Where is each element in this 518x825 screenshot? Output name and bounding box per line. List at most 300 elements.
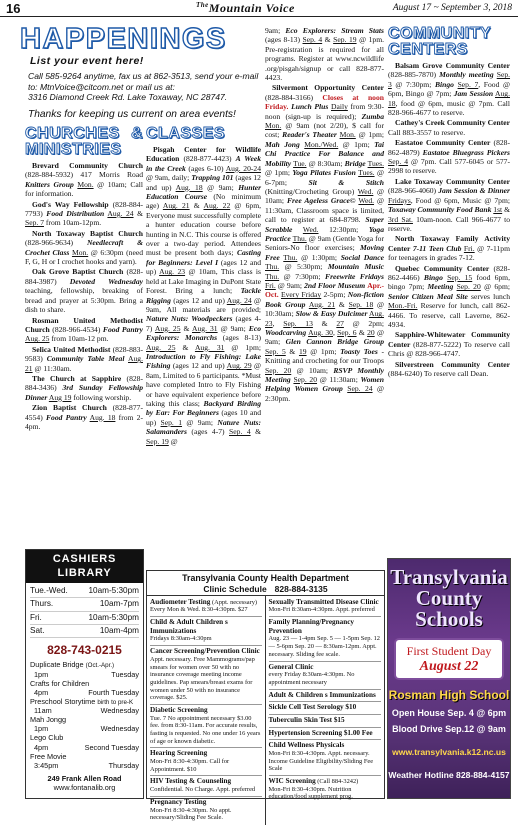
event-name: Senior Citizen Meal Site	[388, 291, 468, 301]
text: 2-5pm;	[321, 290, 348, 300]
program-note: birth to pre-K	[97, 698, 134, 706]
date: Aug. 20-24	[225, 163, 261, 173]
masthead	[196, 1, 295, 16]
program-day: Second Tuesday	[84, 742, 139, 752]
date: Thu.	[292, 233, 307, 243]
clinic-name: Sexually Transmitted Disease Clinic	[268, 597, 379, 606]
health-left-column	[147, 596, 266, 825]
clinic-item	[269, 740, 382, 776]
program-name: Lego Club	[30, 733, 64, 743]
issue-date: August 17 ~ September 3, 2018	[392, 3, 512, 13]
date: Sep. 13	[283, 318, 313, 328]
schools-title-line-2: County Schools	[415, 586, 483, 631]
date: Sep. 1	[160, 417, 183, 427]
clinic-detail: Appt. necessary. Free Mammograms/pap smears for women over 50 with no insurance coverage meeting income guidelines. Pap smears/breast exams for women under 50 with no insurance coverage. $25.	[150, 655, 255, 702]
date: Sep. 4	[229, 427, 251, 437]
community-title: COMMUNITY CENTERS	[388, 25, 492, 58]
date: Every Friday	[281, 290, 322, 300]
text: serves lunch	[467, 291, 510, 301]
clinic-heading	[269, 729, 382, 738]
text: @ 6pm, Everyone must successfully complete a hunter education course before hunting in N.C. This course is offered over a two-day period. Attendees must be present both days;	[146, 201, 262, 258]
submit-line-2: 3316 Diamond Creek Rd. Lake Toxaway, NC 28747.	[28, 92, 228, 103]
text: @ 8:30am;	[306, 158, 345, 168]
clinic-heading	[150, 647, 262, 656]
date: Aug 19	[48, 392, 72, 402]
program-time: 4pm	[34, 742, 49, 752]
event-name: Food Pantry	[45, 412, 87, 422]
program-name: Duplicate Bridge	[30, 659, 84, 669]
clinic-detail: Aug. 23 — 1-4pm Sep. 5 — 1-5pm Sep. 12 — 5-6pm Sep. 20 — 8:30am-12pm. Appt. necessary. Sliding fee scale.	[268, 635, 380, 658]
clinic-item	[150, 797, 262, 824]
date: Wed.	[302, 224, 319, 234]
date: Wed.	[357, 186, 374, 196]
community-entry	[388, 177, 510, 233]
program-day: Fourth Tuesday	[88, 687, 139, 697]
clinic-detail: Mon-Fri 8:30-4:30pm. Appt. necessary. Income Guideline Eligibility/Sliding Fee Scale	[268, 750, 374, 773]
event-name: Bridge	[344, 158, 366, 168]
church-details: (828-966-9634)	[25, 238, 87, 248]
address-line: 249 Frank Allen Road	[47, 773, 122, 783]
date: Mon./Wed.	[304, 139, 339, 149]
venue-name: Pisgah Center for Wildlife Education	[146, 145, 261, 164]
churches-title: CHURCHES & MINISTRIES	[25, 125, 143, 158]
clinic-item	[269, 617, 382, 661]
center-name: North Toxaway Family Activity Center	[388, 234, 510, 253]
clinic-detail: Mon-Fri 8:30-4:30pm. Call for Appointment. $10	[150, 758, 230, 773]
blood-drive: Blood Drive Sep.12 @ 9am	[392, 723, 506, 734]
event-name: Social Dance	[340, 252, 384, 262]
date: Mon.-Fri.	[388, 301, 418, 311]
clinic-item	[150, 597, 262, 617]
clinic-name: Child Wellness Physicals	[268, 741, 345, 750]
hours-time: 10am-5:30pm	[88, 612, 139, 622]
text: @ 2pm;	[343, 318, 385, 328]
event-name: Reader's Theater	[282, 130, 337, 140]
date: Sep. 18	[348, 299, 374, 309]
program-title	[30, 733, 139, 742]
text: @ 9am (Gentle Yoga for Seniors-No floor exercises;	[265, 233, 384, 253]
silvermont-paragraph: Silvermont Opportunity Center (828-884-3166) Closes at noon Friday. Lunch Plus Daily from 9:30-noon (sign-up is required); Zumba Mon. @ 9am (not 2/20), $ call for cost; Reader's Theater Mon. @ 1pm; Mah Jong Mon./Wed. @ 1pm; Tai Chi Practice For Balance and Mobility Tue. @ 8:30am; Bridge Tues. @ 1pm; Yoga Pilates Fusion Tues. @ 6-7pm; Sit & Stitch (Knitting/Crocheting Group) Wed. @ 10am; Free Ageless Grace© Wed. @ 11:30am, Classroom space is limited, call to register at 684-8798. Super Scrabble Wed. 12:30pm; Yoga Practice Thu. @ 9am (Gentle Yoga for Seniors-No floor exercises; Moving Free Thu. @ 1:30pm; Social Dance Thu. @ 5:30pm; Mountain Music Thu. @ 7:30pm; Freewrite Fridays Fri. @ 9am; 2nd Floor Museum Apr.-Oct. Every Friday 2-5pm; Non-fiction Book Group Aug. 21 & Sep. 18 @ 10:30am; Slow & Easy Dulcimer Aug. 23, Sep. 13 & 27 @ 2pm; Woodcarving Aug. 30, Sep. 6 & 20 @ 9am; Glen Cannon Bridge Group Sep. 5 & 19 @ 1pm; Toasty Toes - Knitting and crocheting for our Troops Sep. 20 @ 10am; RSVP Monthly Meeting Sep. 20 @ 11:30am; Women Helping Women Group Sep. 24 @ 2:30pm.	[265, 83, 385, 403]
date: 3rd Sat.	[388, 214, 413, 224]
text: @ 7pm. Call 577-6045 or 577-2998 to reserve.	[388, 157, 510, 176]
date: Mon.	[71, 247, 89, 257]
church-entry: God's Way Fellowship (828-884-7793) Food Distribution Aug. 24 & Sep. 7 from 10am-12pm.	[25, 199, 144, 228]
event-name: Casting for Beginners: Level I	[146, 248, 261, 267]
date: Aug. 23	[265, 309, 385, 328]
clinic-heading	[150, 749, 262, 758]
clinic-detail: Confidential. No Charge. Appt. preferred	[150, 786, 256, 794]
event-name: RSVP Monthly Meeting	[265, 365, 384, 385]
church-entry	[25, 345, 143, 373]
event-name: Freewrite Fridays	[325, 271, 384, 281]
center-name: Cathey's Creek Community Center	[395, 118, 510, 128]
church-entry	[25, 267, 143, 314]
text: @ 11:30am, Classroom space is limited, call to register at 684-8798.	[265, 196, 384, 225]
page-number: 16	[6, 1, 21, 16]
date: Fri.	[265, 280, 276, 290]
clinic-detail: Mon-Fri 8:30-4:30pm. Nutrition education/food supplement prog.	[268, 785, 353, 801]
text: (828-877-4423)	[179, 154, 236, 164]
church-name: Rosman United Methodist Church	[25, 315, 143, 334]
happenings-title: HAPPENINGS	[20, 23, 227, 55]
date: Sep. 3	[388, 70, 511, 89]
date: Aug. 18	[388, 89, 510, 108]
clinic-heading	[269, 618, 382, 635]
text: (ages 12 and up)	[146, 173, 261, 192]
event-name: Community Table Meal	[46, 354, 125, 364]
church-details: @ 6:30pm (need F, G, H or I crochet hooks and yarn).	[25, 247, 144, 267]
date: Aug. 21	[25, 354, 143, 373]
clinic-name: Cancer Screening/Prevention Clinic	[150, 647, 260, 656]
hours-time: 10am-7pm	[99, 599, 139, 609]
date: Wed.	[358, 196, 375, 206]
church-details: (828-884-7793)	[25, 199, 143, 219]
program-day: Thursday	[108, 760, 139, 770]
event-name: Lunch Plus	[291, 102, 329, 112]
event-name: Eco Explorers: Stream Stats	[285, 26, 384, 35]
health-title: Transylvania County Health Department	[182, 573, 349, 583]
text: (828-862-4466)	[388, 263, 510, 282]
church-details: following worship.	[71, 392, 132, 402]
text: @ 1:30pm;	[297, 252, 341, 262]
program-title	[30, 715, 139, 724]
date: Aug. 30	[308, 328, 333, 337]
churches-column	[25, 126, 143, 432]
date: Aug. 23	[159, 267, 186, 277]
church-name: The Church at Sapphire	[32, 373, 122, 383]
text: @ 9am, All materials are provided;	[146, 295, 261, 314]
clinic-item	[150, 748, 262, 776]
date: Mon.	[339, 130, 356, 140]
date: Fri.	[463, 243, 475, 253]
hours-time: 10am-4pm	[99, 625, 139, 635]
date: Daily	[331, 102, 348, 112]
event-name: Jam Session	[453, 89, 494, 99]
event-name: Non-fiction Book Group	[265, 290, 385, 309]
clinic-name: Pregnancy Testing	[150, 797, 207, 806]
date: Sep. 7	[25, 218, 44, 228]
weather-hotline: Weather Hotline 828-884-4157	[388, 769, 510, 780]
clinic-detail: Fridays 8:30am-4:30pm	[150, 635, 212, 643]
thanks-line: Thanks for keeping us current on area events!	[28, 109, 236, 120]
date: Aug. 24	[226, 295, 252, 305]
text: @ 9am;	[217, 323, 249, 333]
date: Thu.	[265, 262, 280, 272]
clinic-item	[269, 662, 382, 690]
program-day: Wednesday	[100, 706, 139, 716]
text: (828-884-3166)	[265, 92, 323, 102]
program-time: 4pm	[34, 687, 49, 697]
hours-row	[30, 585, 139, 598]
community-entry	[388, 330, 510, 358]
program-schedule	[30, 670, 139, 679]
text: @ 7-11pm for teenagers in grades 7-12.	[388, 243, 510, 263]
date: Sep. 20	[265, 365, 292, 375]
event-name: Mah Jong	[265, 139, 300, 149]
classes-title: CLASSES	[146, 125, 226, 142]
schools-title	[388, 567, 510, 630]
text: (ages 12 and up)	[170, 361, 227, 371]
community-entry	[388, 138, 510, 176]
hours-day: Fri.	[30, 612, 42, 622]
text: @ 10:30am;	[265, 299, 384, 319]
library-website: www.fontanalib.org	[53, 782, 116, 792]
center-name: Balsam Grove Community Center	[395, 61, 510, 70]
event-name: 7-11 Teen Club	[412, 243, 462, 253]
text: @ 1pm;	[338, 139, 375, 149]
church-details: @ 11:30am.	[32, 363, 72, 373]
community-entry	[388, 264, 510, 330]
date: Aug. 24	[107, 209, 134, 219]
date: Fridays	[388, 195, 411, 205]
text: &	[189, 201, 204, 211]
date: Tue.	[293, 158, 307, 168]
text: 10am-noon. Call 966-4677 to reserve.	[388, 214, 511, 233]
date: 1st	[493, 205, 503, 215]
text: @ 1pm;	[306, 346, 341, 356]
date: Sep. 5	[265, 346, 286, 356]
text: (ages 10 and up)	[146, 408, 261, 427]
church-details: from 2-4pm.	[25, 412, 143, 431]
community-entry	[388, 360, 510, 379]
schools-website: www.transylvania.k12.nc.us	[392, 747, 506, 758]
date: Sep. 4	[302, 35, 323, 45]
clinic-detail: Every Mon & Wed. 8:30-4:30pm. $27	[150, 606, 248, 614]
text: (828-966-4060)	[388, 186, 439, 196]
clinic-heading	[269, 703, 382, 712]
clinic-item	[150, 646, 262, 705]
date: 19	[298, 346, 307, 356]
classes-list	[146, 145, 261, 446]
date: Aug. 22	[203, 201, 231, 211]
date: Aug. 29	[226, 361, 252, 371]
program-name: Mah Jongg	[30, 715, 67, 725]
text: (ages 8-13)	[217, 333, 261, 343]
text: , Food @ 6pm, Bingo @ 7pm;	[388, 79, 510, 99]
program-time: 11am	[34, 706, 52, 716]
church-details: from 10am-12 pm.	[49, 334, 109, 344]
county-schools-ad	[387, 558, 511, 799]
cashiers-library-ad	[25, 549, 144, 799]
clinic-name: Audiometer Testing	[150, 597, 211, 606]
clinic-name: Child & Adult Children s Immunizations	[150, 618, 228, 635]
community-entry	[388, 234, 510, 262]
date: 27	[336, 318, 344, 328]
event-name: Woodcarving	[265, 328, 307, 337]
event-name: Backyard Birding by Ear: For Beginners	[146, 398, 261, 418]
event-name: Super Scrabble	[265, 215, 384, 234]
date: Thu.	[265, 271, 280, 281]
text: @ 2:30pm.	[265, 384, 384, 403]
first-day-badge	[396, 640, 502, 678]
date: Aug. 25	[146, 342, 176, 352]
venue-name: Silvermont Opportunity Center	[272, 83, 384, 93]
text: @ 11:30am;	[317, 375, 361, 385]
text: @ 1pm;	[224, 342, 261, 352]
text: @ 10am;	[291, 365, 334, 375]
event-name: Mountain Music	[327, 262, 384, 272]
date: Aug. 25	[154, 323, 181, 333]
church-details: (828-966-4534)	[49, 324, 103, 334]
submit-line-1: Call 585-9264 anytime, fax us at 862-3513, send your e-mail to: MtnVoice@citcom.net or mail us at:	[28, 71, 259, 92]
clinic-name: WIC Screening	[268, 777, 316, 786]
text: (ages 4-7)	[186, 427, 230, 437]
schools-title-line-1: Transylvania	[390, 565, 508, 589]
text: @ 7:30pm;	[391, 79, 435, 89]
date: Aug. 18	[89, 412, 116, 422]
event-name: Slow & Easy Dulcimer	[295, 309, 368, 319]
clinic-item	[150, 705, 262, 748]
text: &	[175, 342, 195, 352]
hours-day: Tue.-Wed.	[30, 586, 68, 596]
community-list	[388, 61, 510, 378]
text: 9am;	[265, 26, 286, 35]
date: Sep. 20	[456, 282, 481, 292]
clinic-heading	[150, 798, 262, 807]
event-name: Toxaway Community Food Bank	[388, 205, 492, 215]
submit-info	[28, 71, 263, 103]
center-name: Eastatoe Community Center	[395, 138, 491, 148]
event-name: Monthly meeting	[439, 70, 494, 80]
program-time: 3:45pm	[34, 760, 59, 770]
date: Mon.	[77, 179, 94, 189]
clinic-name: Diabetic Screening	[150, 705, 208, 714]
church-details: (828-884-3987)	[25, 267, 143, 286]
event-name: Yoga Practice	[265, 224, 384, 243]
closed-notice: Closes at noon Friday.	[265, 92, 384, 112]
church-name: Oak Grove Baptist Church	[32, 267, 124, 277]
text: @ 1pm;	[265, 168, 293, 178]
center-name: Quebec Community Center	[395, 263, 490, 273]
event-name: Eastatoe Bluegrass Pickers	[422, 147, 510, 157]
event-name: Sit & Stitch	[308, 177, 385, 187]
event-name: Knitters Group	[25, 179, 74, 189]
hours-day: Thurs.	[30, 599, 54, 609]
text: &	[502, 205, 510, 215]
church-entry	[25, 403, 143, 431]
date: Sep. 7	[457, 79, 479, 89]
text: @ 9am;	[275, 280, 305, 290]
text: Reserve for lunch, call 862-4466. To reserve, call Laverne, 862-4934.	[388, 301, 510, 329]
church-name: Zion Baptist Church	[32, 403, 107, 413]
clinic-heading	[269, 663, 382, 672]
text: food 6pm, bingo 7pm;	[388, 272, 510, 292]
open-house: Open House Sep. 4 @ 6pm	[391, 707, 507, 718]
community-entry	[388, 118, 510, 137]
date: Sep. 15	[447, 272, 473, 282]
clinic-heading	[150, 598, 262, 607]
church-entry	[25, 374, 143, 402]
hours-row	[30, 612, 139, 625]
program-time: 1pm	[34, 669, 49, 679]
church-details: from 10am-12pm.	[43, 218, 102, 228]
clinic-heading	[269, 598, 382, 607]
program-schedule	[30, 743, 139, 752]
clinic-item	[150, 617, 262, 646]
text: (828-862-4879)	[388, 138, 510, 157]
text: @ 7:30pm;	[279, 271, 326, 281]
clinic-heading	[269, 777, 382, 786]
program-name: Crafts for Children	[30, 678, 90, 688]
event-name: Food Pantry	[102, 324, 144, 334]
clinic-name: Hearing Screening	[150, 749, 208, 758]
clinic-item	[269, 702, 382, 715]
center-name: Silverstreen Community Center	[395, 359, 510, 369]
date: Aug. 18	[175, 182, 203, 192]
church-details: @ 10am; Call for information.	[25, 179, 143, 199]
text: @ 10am;	[265, 186, 384, 206]
clinic-item	[269, 597, 382, 617]
program-day: Tuesday	[111, 669, 139, 679]
classes-paragraph	[146, 145, 261, 446]
event-name: 2nd Floor Museum	[304, 280, 366, 290]
clinic-item	[150, 776, 262, 796]
text: (828-877-5222) To reserve call Chris @ 828-966-4747.	[388, 339, 510, 359]
program-schedule	[30, 688, 139, 697]
text: @ 6pm;	[480, 282, 510, 292]
clinic-heading	[150, 777, 262, 786]
text: @ 6-7pm;	[265, 168, 384, 187]
text: (Knitting/Crocheting Group)	[265, 186, 358, 196]
church-details: (828-883-9583)	[25, 344, 143, 364]
text: @ 9am;	[202, 182, 239, 192]
list-event-subtitle: List your event here!	[30, 55, 144, 67]
clinic-heading	[269, 741, 382, 750]
program-schedule	[30, 724, 139, 733]
event-name: Jam Session & Dinner	[438, 186, 511, 196]
event-name: Introduction to Fly Fishing: Lake Fishing	[146, 351, 261, 371]
text: (No minimum age)	[146, 192, 261, 211]
program-schedule	[30, 706, 139, 715]
date: Tues.	[358, 168, 375, 178]
clinic-detail: every Friday 8:30am-4:30pm. No appointment necessary	[268, 671, 355, 686]
date: Sep. 4	[388, 157, 409, 167]
text: , food @ 6pm, music @ 7pm. Call 828-966-4677 to reserve.	[388, 98, 510, 118]
text: (ages 12 and up)	[146, 257, 262, 277]
event-name: Trapping 101	[191, 173, 234, 183]
clinic-name: Tuberculin Skin Test $15	[268, 715, 345, 724]
event-name: Nature Nuts: Woodpeckers	[146, 314, 233, 324]
church-name: God's Way Fellowship	[32, 199, 109, 209]
event-name: Bingo	[423, 272, 443, 282]
clinic-name: Hypertension Screening $1.00 Fee	[268, 728, 373, 737]
event-name: Food Distribution	[46, 209, 105, 219]
program-title	[30, 752, 139, 761]
text: , Food @ 6pm, Music @ 7pm;	[410, 195, 510, 205]
program-day: Wednesday	[100, 724, 139, 734]
church-details: teaching, fellowship, breaking of bread and prayer at 5:30pm. Bring a dish to share.	[25, 286, 143, 315]
text: (ages 8-13)	[265, 35, 303, 45]
center-name: Sapphire-Whitewater Community Center	[388, 330, 510, 349]
clinic-item	[269, 715, 382, 728]
event-name: Women Helping Women Group	[265, 375, 384, 394]
masthead-the: The	[196, 1, 209, 9]
church-name: Brevard Community Church	[32, 161, 143, 170]
date: Tues.	[367, 158, 384, 168]
clinic-name: General Clinic	[268, 662, 314, 671]
church-name: North Toxaway Baptist Church	[32, 228, 143, 238]
clinic-name: Adult & Children s Immunizations	[268, 690, 376, 699]
masthead-title: Mountain Voice	[208, 1, 295, 15]
text: @ 9am;	[182, 417, 218, 427]
clinic-note: (Appt. necessary)	[210, 598, 258, 606]
health-columns	[147, 596, 384, 825]
center-name: Lake Toxaway Community Center	[395, 176, 510, 186]
date: Sep. 24	[347, 384, 373, 394]
date: Aug. 25	[25, 334, 50, 344]
text: @ 9am (not 2/20), $ call for cost;	[265, 121, 384, 140]
stream-stats-paragraph	[265, 26, 384, 82]
